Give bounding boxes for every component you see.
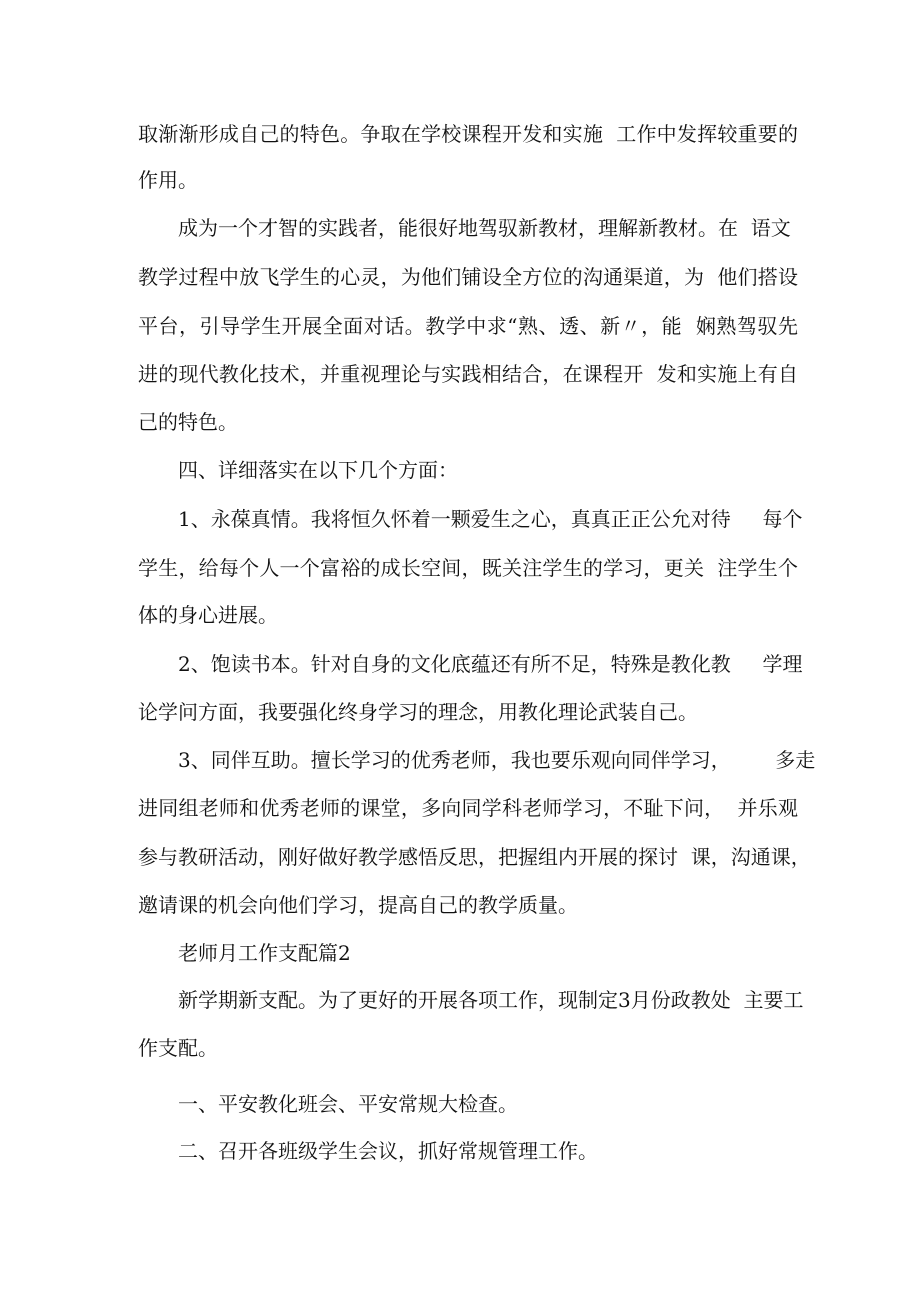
text-line: 二、召开各班级学生会议，抓好常规管理工作。 [178,1139,598,1163]
text-line: 取渐渐形成自己的特色。争取在学校课程开发和实施 工作中发挥较重要的 [138,122,798,146]
text-line: 学生，给每个人一个富裕的成长空间，既关注学生的学习，更关 注学生个 [138,556,798,580]
text-line: 进的现代教化技术，并重视理论与实践相结合，在课程开 发和实施上有自 [138,362,798,386]
text-line: 平台，引导学生开展全面对话。教学中求“熟、透、新〃，能 娴熟驾驭先 [138,314,798,338]
text-line: 己的特色。 [138,410,238,434]
text-line: 1、永葆真情。我将恒久怀着一颗爱生之心，真真正正公允对待 每个 [178,507,803,531]
text-line: 论学问方面，我要强化终身学习的理念，用教化理论武装自己。 [138,700,698,724]
text-line: 3、同伴互助。擅长学习的优秀老师，我也要乐观向同伴学习， 多走 [178,748,816,772]
text-line: 进同组老师和优秀老师的课堂，多向同学科老师学习，不耻下问， 并乐观 [138,796,798,820]
text-line: 2、饱读书本。针对自身的文化底蕴还有所不足，特殊是教化教 学理 [178,652,803,676]
text-line: 一、平安教化班会、平安常规大检查。 [178,1092,518,1116]
text-line: 作支配。 [138,1036,218,1060]
text-line: 老师月工作支配篇2 [178,941,351,965]
text-line: 成为一个才智的实践者，能很好地驾驭新教材，理解新教材。在 语文 [178,216,791,240]
text-line: 四、详细落实在以下几个方面： [178,458,458,482]
text-line: 体的身心进展。 [138,603,278,627]
text-line: 参与教研活动，刚好做好教学感悟反思，把握组内开展的探讨 课，沟通课， [138,845,811,869]
text-line: 作用。 [138,168,198,192]
text-line: 新学期新支配。为了更好的开展各项工作，现制定3月份政教处 主要工 [178,988,804,1012]
text-line: 邀请课的机会向他们学习，提高自己的教学质量。 [138,893,578,917]
text-line: 教学过程中放飞学生的心灵，为他们铺设全方位的沟通渠道，为 他们搭设 [138,265,798,289]
